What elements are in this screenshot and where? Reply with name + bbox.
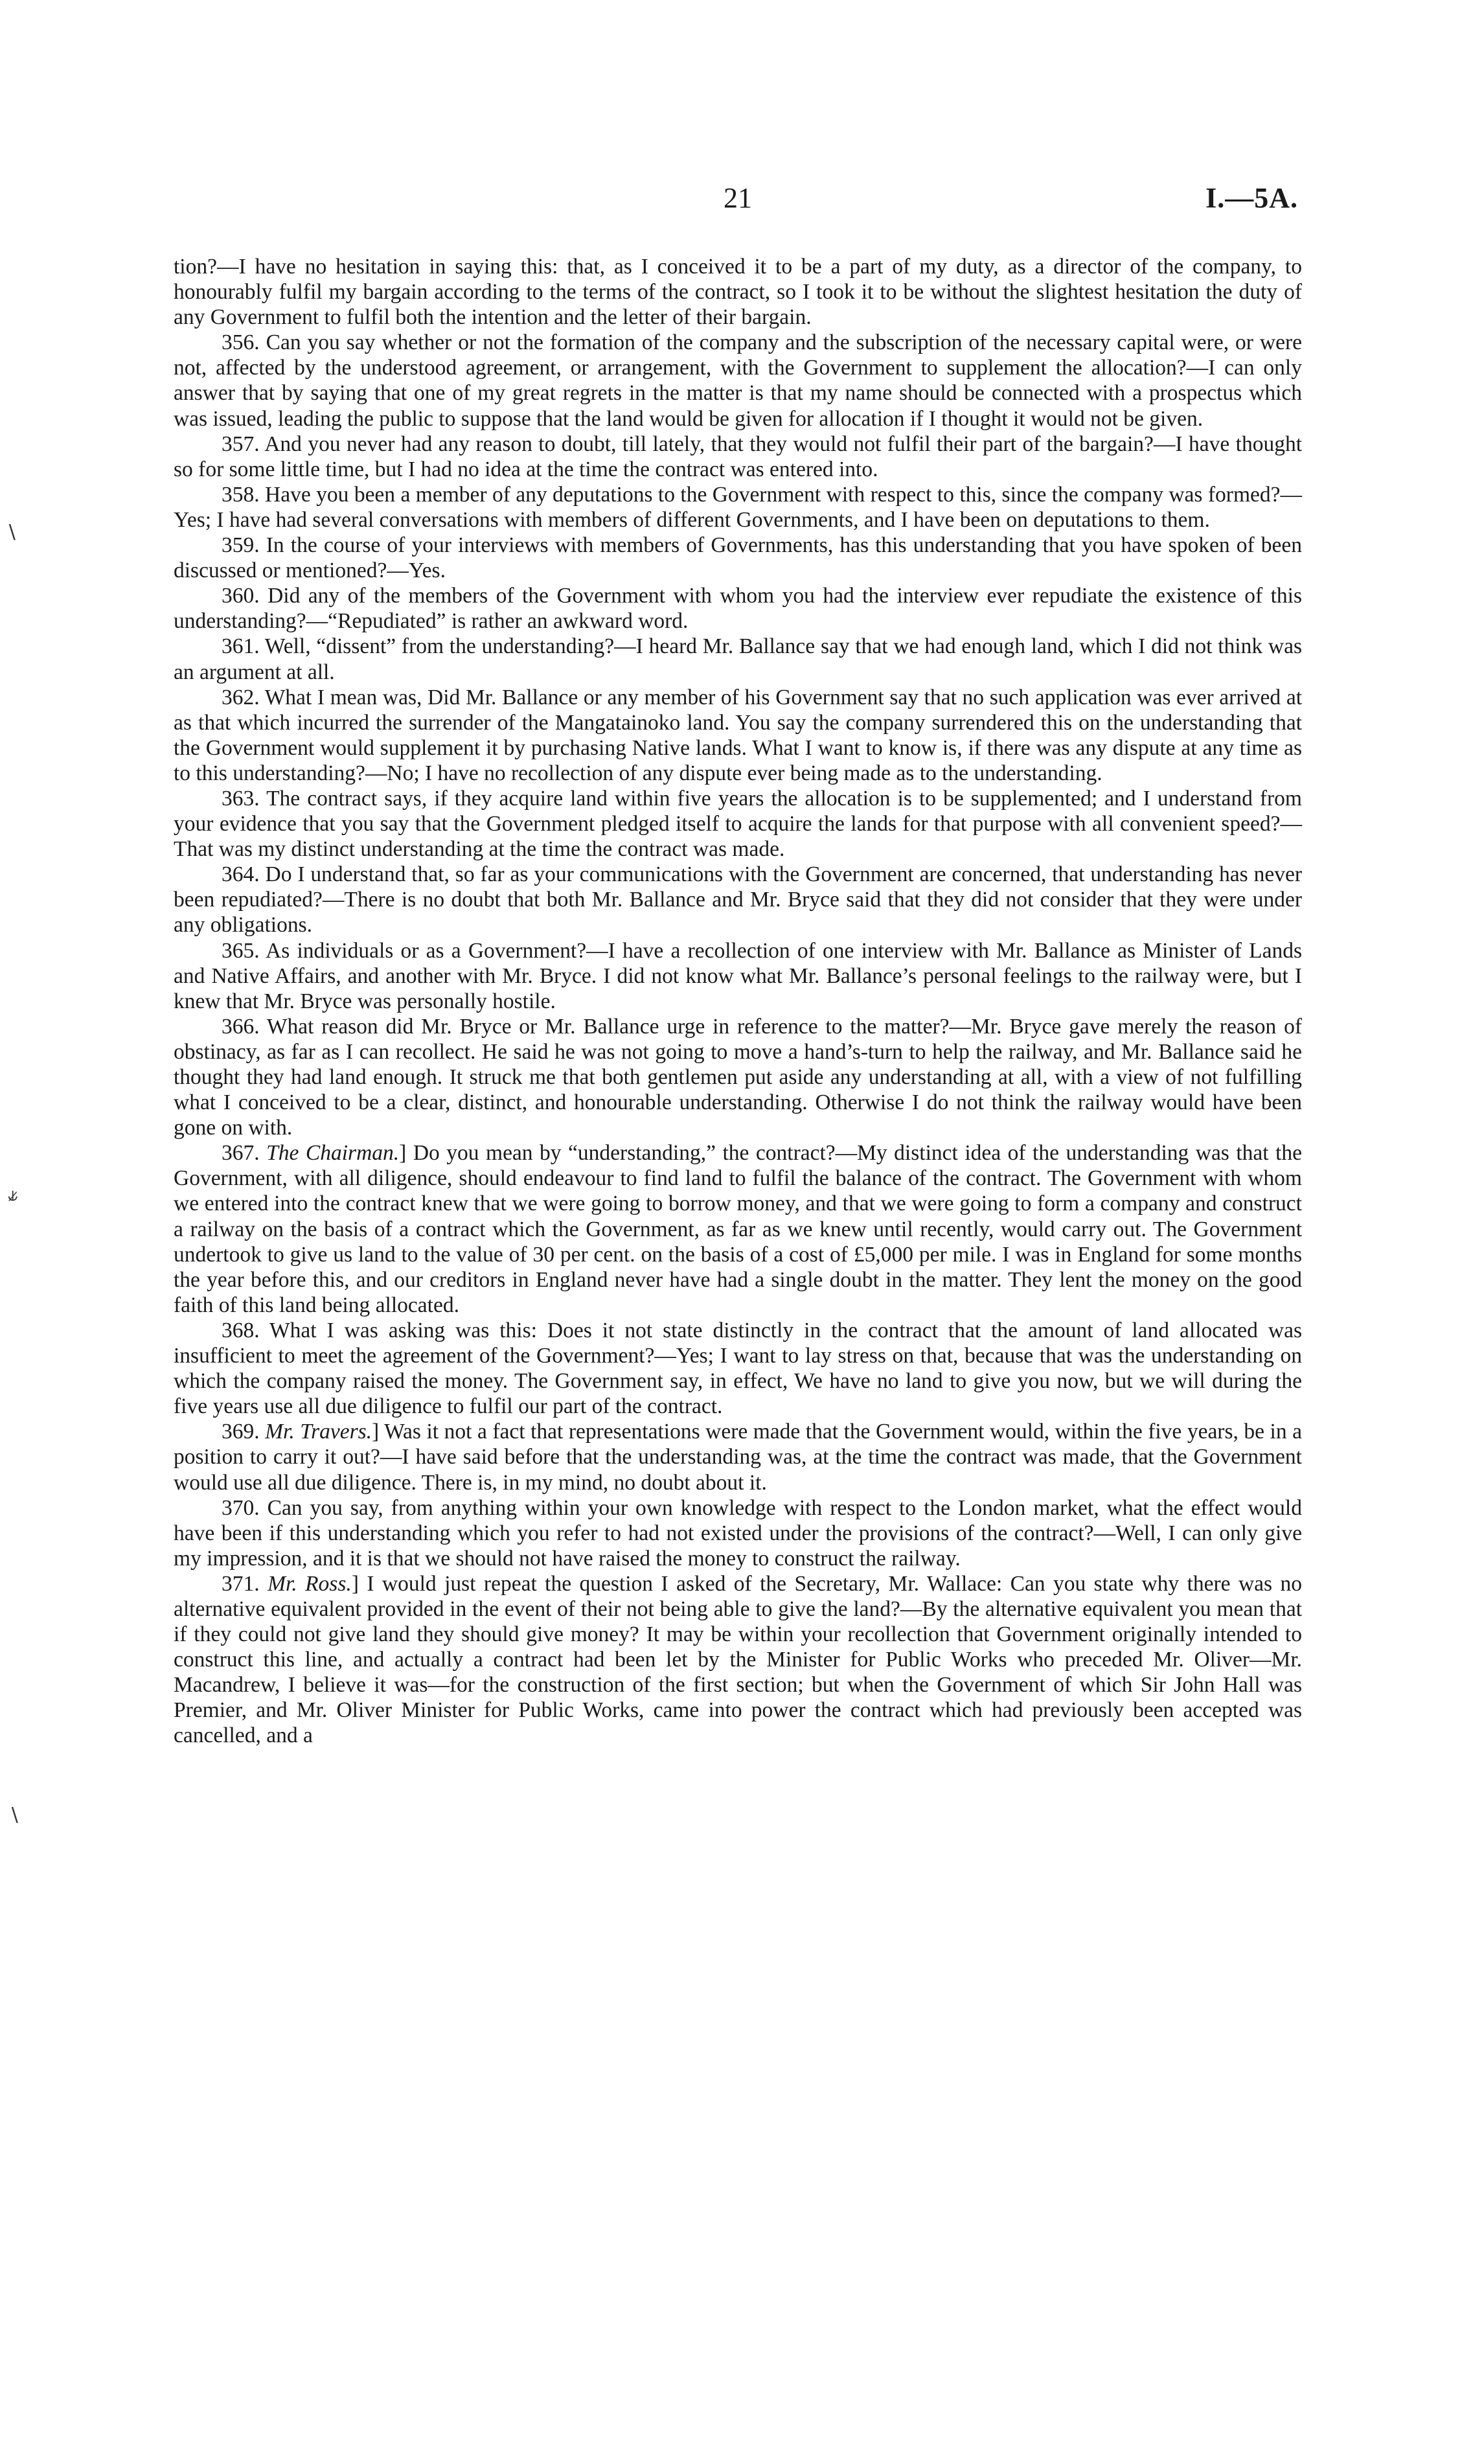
paragraph-362	[174, 685, 1302, 786]
margin-mark-middle: ⫝̸	[8, 1186, 18, 1204]
paragraph-365	[174, 938, 1302, 1014]
paragraph-text: Can you say whether or not the formation of the company and the subscription of the necessary capital were, or were not, affected by the understood agreement, or arrangement, with the Government to supplement the allocation?—I can only answer that by saying that one of my great regrets in the matter is that my name should be connected with a prospectus which was issued, leading the public to suppose that the land would be given for allocation if I thought it would not be given.	[174, 330, 1303, 431]
paragraph-358	[174, 482, 1302, 533]
question-number: 358.	[222, 482, 266, 507]
question-number: 356.	[222, 330, 266, 355]
paragraph-359	[174, 533, 1302, 583]
question-number: 371.	[222, 1571, 268, 1596]
paragraph-text: What I mean was, Did Mr. Ballance or any member of his Government say that no such application was ever arrived at as that which incurred the surrender of the Mangatainoko land. You say the company surrendered this on the understanding that the Government would supplement it by purchasing Native lands. What I want to know is, if there was any dispute at any time as to this understanding?—No; I have no recollection of any dispute ever being made as to the understanding.	[174, 685, 1302, 785]
paragraph-text: Have you been a member of any deputations to the Government with respect to this, since the company was formed?—Yes; I have had several conversations with members of different Governments, and I have been on deputations to them.	[174, 482, 1302, 532]
margin-mark-top: ∖	[5, 522, 18, 544]
question-number: 360.	[222, 584, 268, 608]
question-number: 357.	[222, 432, 265, 456]
speaker-name: The Chairman.	[266, 1141, 400, 1166]
paragraph-364	[174, 862, 1302, 938]
paragraph-text: What reason did Mr. Bryce or Mr. Ballance urge in reference to the matter?—Mr. Bryce gave merely the reason of obstinacy, as far as I can recollect. He said he was not going to move a hand’s-turn to help the railway, and Mr. Ballance said he thought they had land enough. It struck me that both gentlemen put aside any understanding at all, with a view of not fulfilling what I conceived to be a clear, distinct, and honourable understanding. Otherwise I do not think the railway would have been gone on with.	[174, 1014, 1302, 1140]
paragraph-text: Can you say, from anything within your own knowledge with respect to the London market, what the effect would have been if this understanding which you refer to had not existed under the provisions of the contract?—Well, I can only give my impression, and it is that we should not have raised the money to construct the railway.	[174, 1495, 1302, 1571]
paragraph-text: Well, “dissent” from the understanding?—I heard Mr. Ballance say that we had enough land, which I did not think was an argument at all.	[174, 634, 1302, 684]
speaker-name: Mr. Travers.	[265, 1420, 372, 1444]
paragraph-363	[174, 786, 1302, 862]
paragraph-361	[174, 634, 1302, 684]
question-number: 367.	[222, 1141, 267, 1166]
paragraph-text: What I was asking was this: Does it not state distinctly in the contract that the amount of land allocated was insufficient to meet the agreement of the Government?—Yes; I want to lay stress on that, because that was the understanding on which the company raised the money. The Government say, in effect, We have no land to give you now, but we will during the five years use all due diligence to fulfil our part of the contract.	[174, 1318, 1302, 1419]
paragraph-text: And you never had any reason to doubt, till lately, that they would not fulfil their part of the bargain?—I have thought so for some little time, but I had no idea at the time the contract was entered into.	[174, 432, 1303, 481]
question-number: 362.	[222, 685, 265, 709]
paragraph-370	[174, 1495, 1302, 1571]
paragraph-371	[174, 1571, 1302, 1749]
question-number: 366.	[222, 1014, 267, 1039]
paragraph-text: ] Was it not a fact that representations were made that the Government would, within the five years, be in a position to carry it out?—I have said before that the understanding was, at the time the contract was made, that the Government would use all due diligence. There is, in my mind, no doubt about it.	[174, 1420, 1302, 1495]
paragraph-368	[174, 1318, 1302, 1419]
speaker-name: Mr. Ross.	[268, 1571, 352, 1596]
paragraph-text: The contract says, if they acquire land within five years the allocation is to be supplemented; and I understand from your evidence that you say that the Government pledged itself to acquire the lands for that purpose with all convenient speed?—That was my distinct understanding at the time the contract was made.	[174, 786, 1302, 862]
paragraph-text: Did any of the members of the Government with whom you had the interview ever repudiate the existence of this understanding?—“Repudiated” is rather an awkward word.	[174, 584, 1302, 634]
paragraph-text: As individuals or as a Government?—I have a recollection of one interview with Mr. Ballance as Minister of Lands and Native Affairs, and another with Mr. Bryce. I did not know what Mr. Ballance’s personal feelings to the railway were, but I knew that Mr. Bryce was personally hostile.	[174, 938, 1303, 1013]
body-text	[174, 254, 1302, 1749]
paragraph-text: Do I understand that, so far as your communications with the Government are concerned, that understanding has never been repudiated?—There is no doubt that both Mr. Ballance and Mr. Bryce said that they did not consider that they were under any obligations.	[174, 862, 1303, 938]
question-number: 363.	[222, 786, 267, 811]
paragraph-357	[174, 432, 1302, 482]
paragraph-360	[174, 583, 1302, 634]
question-number: 361.	[222, 634, 265, 659]
document-page	[174, 181, 1302, 1749]
margin-mark-lower: ∖	[8, 1805, 21, 1826]
paragraph-356	[174, 330, 1302, 431]
question-number: 369.	[222, 1420, 266, 1444]
question-number: 370.	[222, 1495, 268, 1520]
question-number: 359.	[222, 533, 266, 558]
page-number: 21	[724, 182, 752, 214]
question-number: 365.	[222, 938, 266, 963]
question-number: 364.	[222, 862, 266, 887]
paragraph-text: ] I would just repeat the question I asked of the Secretary, Mr. Wallace: Can you state why there was no alternative equivalent provided in the event of their not being able to give the land?—By the alternative equivalent you mean that if they could not give land they should give money? It may be within your recollection that Government originally intended to construct this line, and actually a contract had been let by the Minister for Public Works who preceded Mr. Oliver—Mr. Macandrew, I believe it was—for the construction of the first section; but when the Government of which Sir John Hall was Premier, and Mr. Oliver Minister for Public Works, came into power the contract which had previously been accepted was cancelled, and a	[174, 1571, 1302, 1748]
question-number: 368.	[222, 1318, 269, 1342]
paragraph-text: tion?—I have no hesitation in saying this: that, as I conceived it to be a part of my duty, as a director of the company, to honourably fulfil my bargain according to the terms of the contract, so I took it to be without the slightest hesitation the duty of any Government to fulfil both the intention and the letter of their bargain.	[174, 255, 1302, 330]
paragraph-text: ] Do you mean by “understanding,” the contract?—My distinct idea of the understanding was that the Government, with all diligence, should endeavour to find land to fulfil the balance of the contract. The Government with whom we entered into the contract knew that we were going to borrow money, and that we were going to form a company and construct a railway on the basis of a contract which the Government, as far as we knew until recently, would carry out. The Government undertook to give us land to the value of 30 per cent. on the basis of a cost of £5,000 per mile. I was in England for some months the year before this, and our creditors in England never have had a single doubt in the matter. They lent the money on the good faith of this land being allocated.	[174, 1141, 1303, 1317]
document-reference: I.—5A.	[1205, 182, 1298, 214]
paragraph-367	[174, 1140, 1302, 1318]
paragraph-text: In the course of your interviews with members of Governments, has this understanding that you have spoken of been discussed or mentioned?—Yes.	[174, 533, 1302, 583]
paragraph-369	[174, 1419, 1302, 1495]
paragraph-continuation	[174, 254, 1302, 330]
paragraph-366	[174, 1014, 1302, 1140]
page-header	[174, 181, 1302, 233]
